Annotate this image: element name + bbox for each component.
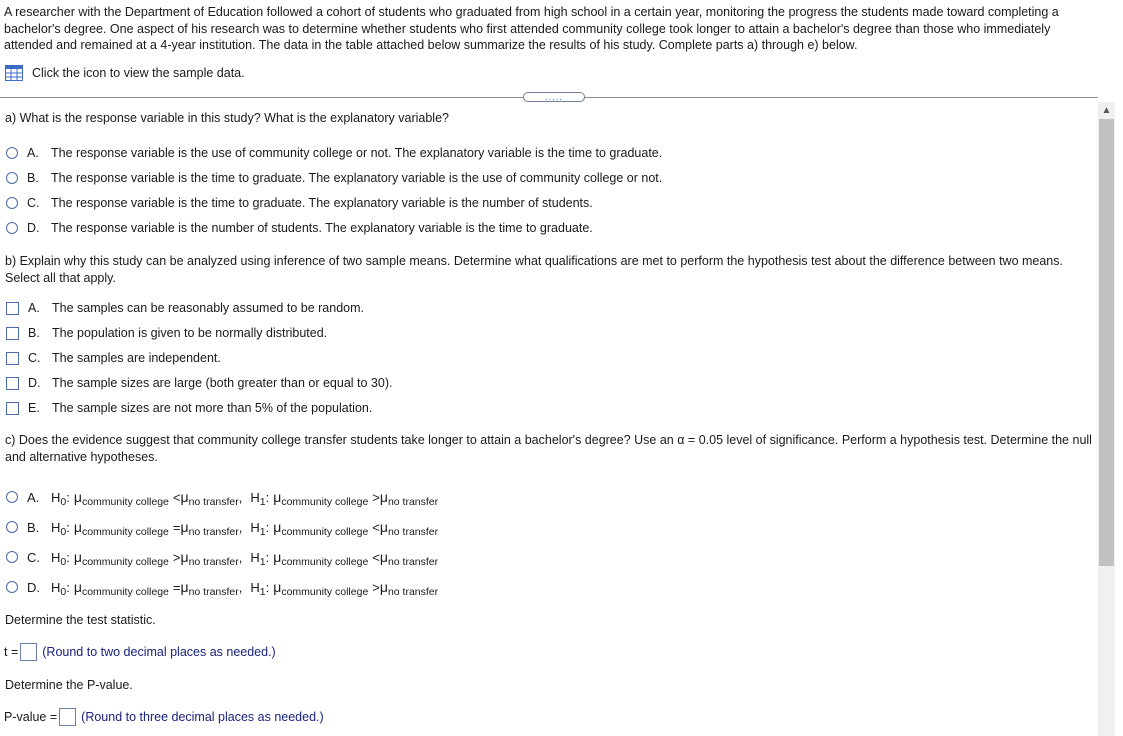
radio-button[interactable] <box>6 147 18 159</box>
option-letter: D. <box>28 376 41 390</box>
table-grid-icon[interactable] <box>5 65 23 81</box>
p-value-label: P-value = <box>4 710 58 724</box>
radio-button[interactable] <box>6 551 18 563</box>
part-a-option-d[interactable] <box>6 219 593 237</box>
t-statistic-input[interactable] <box>20 643 37 661</box>
checkbox[interactable] <box>6 352 19 365</box>
part-a-option-b[interactable] <box>6 169 662 187</box>
option-letter: C. <box>28 351 41 365</box>
p-value-row <box>4 707 324 727</box>
part-a-option-a[interactable] <box>6 144 662 162</box>
radio-button[interactable] <box>6 197 18 209</box>
part-c-option-c[interactable] <box>6 548 438 566</box>
alt-operator: > <box>372 490 380 505</box>
option-text: The sample sizes are large (both greater than or equal to 30). <box>52 376 393 390</box>
checkbox[interactable] <box>6 302 19 315</box>
checkbox[interactable] <box>6 402 19 415</box>
radio-button[interactable] <box>6 222 18 234</box>
radio-button[interactable] <box>6 581 18 593</box>
t-label: t = <box>4 645 19 659</box>
vertical-scrollbar[interactable] <box>1098 102 1115 736</box>
option-text: The response variable is the time to graduate. The explanatory variable is the number of students. <box>51 196 593 210</box>
view-sample-data-link[interactable] <box>5 64 245 82</box>
p-value-prompt: Determine the P-value. <box>5 678 133 692</box>
part-c-option-d[interactable] <box>6 578 438 596</box>
null-operator: > <box>172 550 181 565</box>
alternative-hypothesis: $H_1$: $\mu_{community college} <\mu_{no transfer}$ <box>250 549 439 568</box>
option-letter: B. <box>27 171 39 185</box>
option-text: The samples are independent. <box>52 351 221 365</box>
view-sample-data-label[interactable]: Click the icon to view the sample data. <box>32 66 245 80</box>
part-c-option-b[interactable] <box>6 518 438 536</box>
option-letter: C. <box>27 196 40 210</box>
radio-button[interactable] <box>6 172 18 184</box>
scrollbar-thumb[interactable] <box>1099 119 1114 566</box>
null-hypothesis: $H_0$: $\mu_{community college} >\mu_{no transfer}$, <box>51 549 243 568</box>
null-operator: < <box>172 490 181 505</box>
p-value-input[interactable] <box>59 708 76 726</box>
alt-operator: < <box>372 520 380 535</box>
option-letter: D. <box>27 579 40 595</box>
option-text: The sample sizes are not more than 5% of the population. <box>52 401 373 415</box>
option-letter: A. <box>27 146 39 160</box>
option-letter: D. <box>27 221 40 235</box>
part-c-question: c) Does the evidence suggest that community college transfer students take longer to attain a bachelor's degree? Use an α = 0.05 level of significance. Perform a hypothesis test. Determine the null and alternative hypotheses. <box>5 433 1092 464</box>
part-b-option-d[interactable] <box>6 374 392 392</box>
radio-button[interactable] <box>6 521 18 533</box>
option-text: The response variable is the use of community college or not. The explanatory variable is the time to graduate. <box>51 146 663 160</box>
t-statistic-row <box>4 642 276 662</box>
option-text: The response variable is the number of students. The explanatory variable is the time to graduate. <box>51 221 593 235</box>
alternative-hypothesis: $H_1$: $\mu_{community college} >\mu_{no transfer}$ <box>250 579 439 598</box>
option-letter: B. <box>28 326 40 340</box>
t-rounding-hint: (Round to two decimal places as needed.) <box>42 645 276 659</box>
scroll-up-arrow-icon[interactable]: ▲ <box>1101 105 1112 116</box>
part-b-option-b[interactable] <box>6 324 327 342</box>
null-operator: = <box>172 520 181 535</box>
part-b-option-e[interactable] <box>6 399 372 417</box>
radio-button[interactable] <box>6 491 18 503</box>
test-statistic-prompt: Determine the test statistic. <box>5 613 156 627</box>
option-text: The population is given to be normally distributed. <box>52 326 328 340</box>
part-a-option-c[interactable] <box>6 194 593 212</box>
option-letter: E. <box>28 401 40 415</box>
option-letter: A. <box>27 489 40 505</box>
option-text: The response variable is the time to graduate. The explanatory variable is the use of community college or not. <box>51 171 663 185</box>
option-letter: A. <box>28 301 40 315</box>
null-hypothesis: $H_0$: $\mu_{community college} =\mu_{no transfer}$, <box>51 579 243 598</box>
null-operator: = <box>172 580 181 595</box>
option-letter: B. <box>27 519 40 535</box>
expand-collapse-button[interactable]: ..... <box>523 92 585 102</box>
part-b-option-c[interactable] <box>6 349 221 367</box>
part-b-question: b) Explain why this study can be analyzed using inference of two sample means. Determine what qualifications are met to perform the hypothesis test about the difference between two means. Select all that apply. <box>5 254 1063 285</box>
part-a-question: a) What is the response variable in this study? What is the explanatory variable? <box>5 111 449 125</box>
alternative-hypothesis: $H_1$: $\mu_{community college} <\mu_{no transfer}$ <box>250 519 439 538</box>
part-b-option-a[interactable] <box>6 299 364 317</box>
alt-operator: > <box>372 580 380 595</box>
problem-intro: A researcher with the Department of Education followed a cohort of students who graduated from high school in a certain year, monitoring the progress the students made toward completing a bachelor's degree. One aspect of his research was to determine whether students who first attended community college took longer to attain a bachelor's degree than those who immediately attended and remained at a 4-year institution. The data in the table attached below summarize the results of his study. Complete parts a) through e) below. <box>4 5 1059 52</box>
option-text: The samples can be reasonably assumed to be random. <box>52 301 364 315</box>
alt-operator: < <box>372 550 380 565</box>
alternative-hypothesis: $H_1$: $\mu_{community college} >\mu_{no transfer}$ <box>250 489 439 508</box>
null-hypothesis: $H_0$: $\mu_{community college} =\mu_{no transfer}$, <box>51 519 243 538</box>
checkbox[interactable] <box>6 377 19 390</box>
checkbox[interactable] <box>6 327 19 340</box>
part-c-option-a[interactable] <box>6 488 438 506</box>
option-letter: C. <box>27 549 40 565</box>
p-rounding-hint: (Round to three decimal places as needed.) <box>81 710 324 724</box>
null-hypothesis: $H_0$: $\mu_{community college} <\mu_{no transfer}$, <box>51 489 243 508</box>
